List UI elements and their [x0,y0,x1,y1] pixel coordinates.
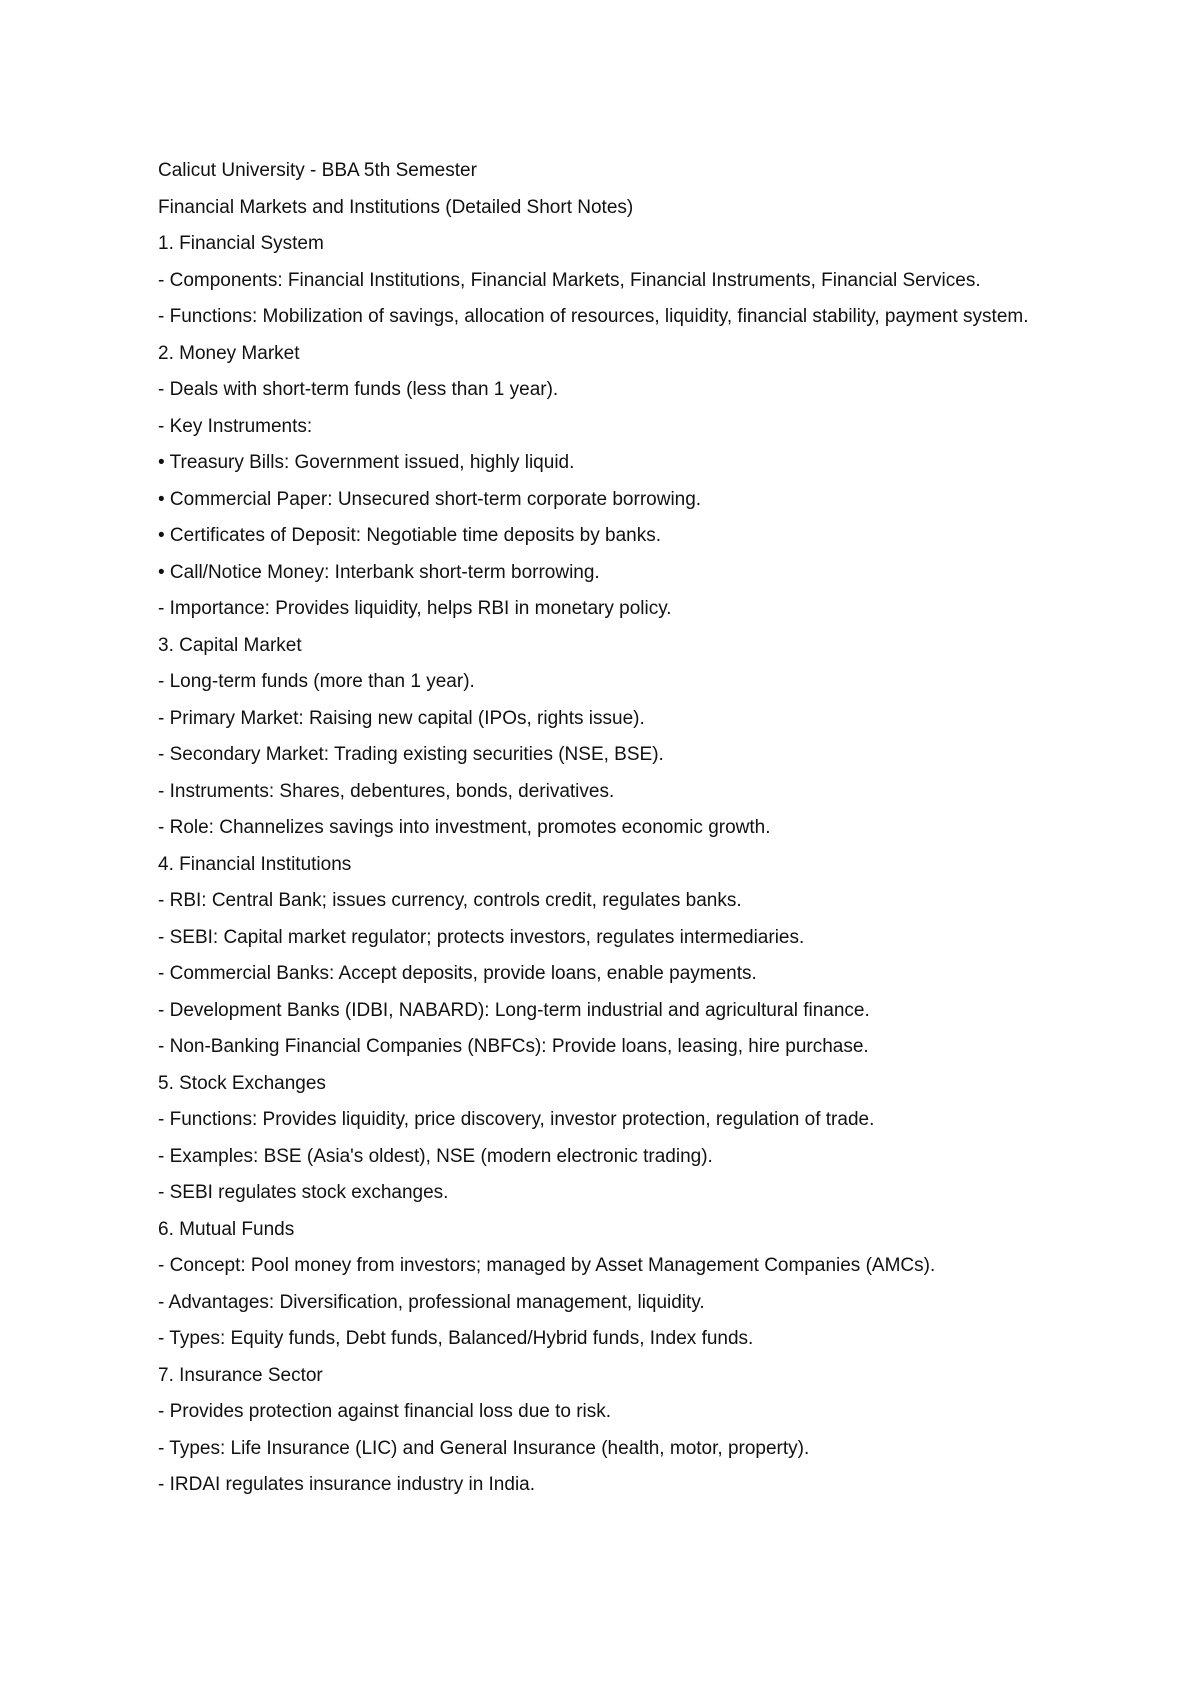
list-item: - Primary Market: Raising new capital (IPOs, rights issue). [158,707,645,729]
section-financial-system [158,231,1058,329]
section-financial-institutions [158,852,1058,1060]
list-item: - SEBI: Capital market regulator; protects investors, regulates intermediaries. [158,926,805,948]
section-heading: 6. Mutual Funds [158,1218,295,1240]
list-item: - Deals with short-term funds (less than 1 year). [158,379,559,400]
section-capital-market [158,633,1058,841]
list-item: • Certificates of Deposit: Negotiable time deposits by banks. [158,525,662,546]
document-page [158,158,1058,1509]
section-money-market [158,341,1058,622]
list-item: - Types: Life Insurance (LIC) and General Insurance (health, motor, property). [158,1437,810,1459]
document-title: Calicut University - BBA 5th Semester [158,160,477,181]
list-item: - Types: Equity funds, Debt funds, Balanced/Hybrid funds, Index funds. [158,1328,754,1349]
list-item: - Provides protection against financial loss due to risk. [158,1401,612,1422]
document-subtitle: Financial Markets and Institutions (Detailed Short Notes) [158,196,634,218]
list-item: - Non-Banking Financial Companies (NBFCs): Provide loans, leasing, hire purchase. [158,1036,869,1057]
list-item: - Concept: Pool money from investors; managed by Asset Management Companies (AMCs). [158,1255,936,1276]
list-item: - Secondary Market: Trading existing securities (NSE, BSE). [158,744,664,765]
list-item: - RBI: Central Bank; issues currency, controls credit, regulates banks. [158,890,742,911]
list-item: - Functions: Mobilization of savings, allocation of resources, liquidity, financial stability, payment system. [158,306,1029,327]
section-heading: 7. Insurance Sector [158,1364,323,1386]
list-item: - Importance: Provides liquidity, helps RBI in monetary policy. [158,598,672,619]
list-item: - SEBI regulates stock exchanges. [158,1182,449,1203]
list-item: - Key Instruments: [158,415,313,437]
section-heading: 1. Financial System [158,233,324,254]
list-item: - Functions: Provides liquidity, price discovery, investor protection, regulation of trade. [158,1109,875,1130]
list-item: • Call/Notice Money: Interbank short-term borrowing. [158,561,600,583]
section-heading: 2. Money Market [158,342,300,364]
list-item: • Treasury Bills: Government issued, highly liquid. [158,452,575,473]
list-item: - Instruments: Shares, debentures, bonds, derivatives. [158,780,615,802]
list-item: - Role: Channelizes savings into investment, promotes economic growth. [158,817,771,838]
list-item: - Examples: BSE (Asia's oldest), NSE (modern electronic trading). [158,1145,713,1167]
section-insurance-sector [158,1363,1058,1498]
section-heading: 5. Stock Exchanges [158,1072,326,1094]
list-item: - Advantages: Diversification, professional management, liquidity. [158,1291,705,1313]
section-mutual-funds [158,1217,1058,1352]
section-heading: 3. Capital Market [158,634,302,656]
section-stock-exchanges [158,1071,1058,1206]
list-item: - Long-term funds (more than 1 year). [158,671,475,692]
list-item: • Commercial Paper: Unsecured short-term corporate borrowing. [158,488,702,510]
list-item: - Commercial Banks: Accept deposits, provide loans, enable payments. [158,963,757,984]
list-item: - Development Banks (IDBI, NABARD): Long-term industrial and agricultural finance. [158,999,870,1021]
list-item: - Components: Financial Institutions, Financial Markets, Financial Instruments, Financial Services. [158,269,981,291]
list-item: - IRDAI regulates insurance industry in India. [158,1474,536,1495]
section-heading: 4. Financial Institutions [158,853,352,875]
